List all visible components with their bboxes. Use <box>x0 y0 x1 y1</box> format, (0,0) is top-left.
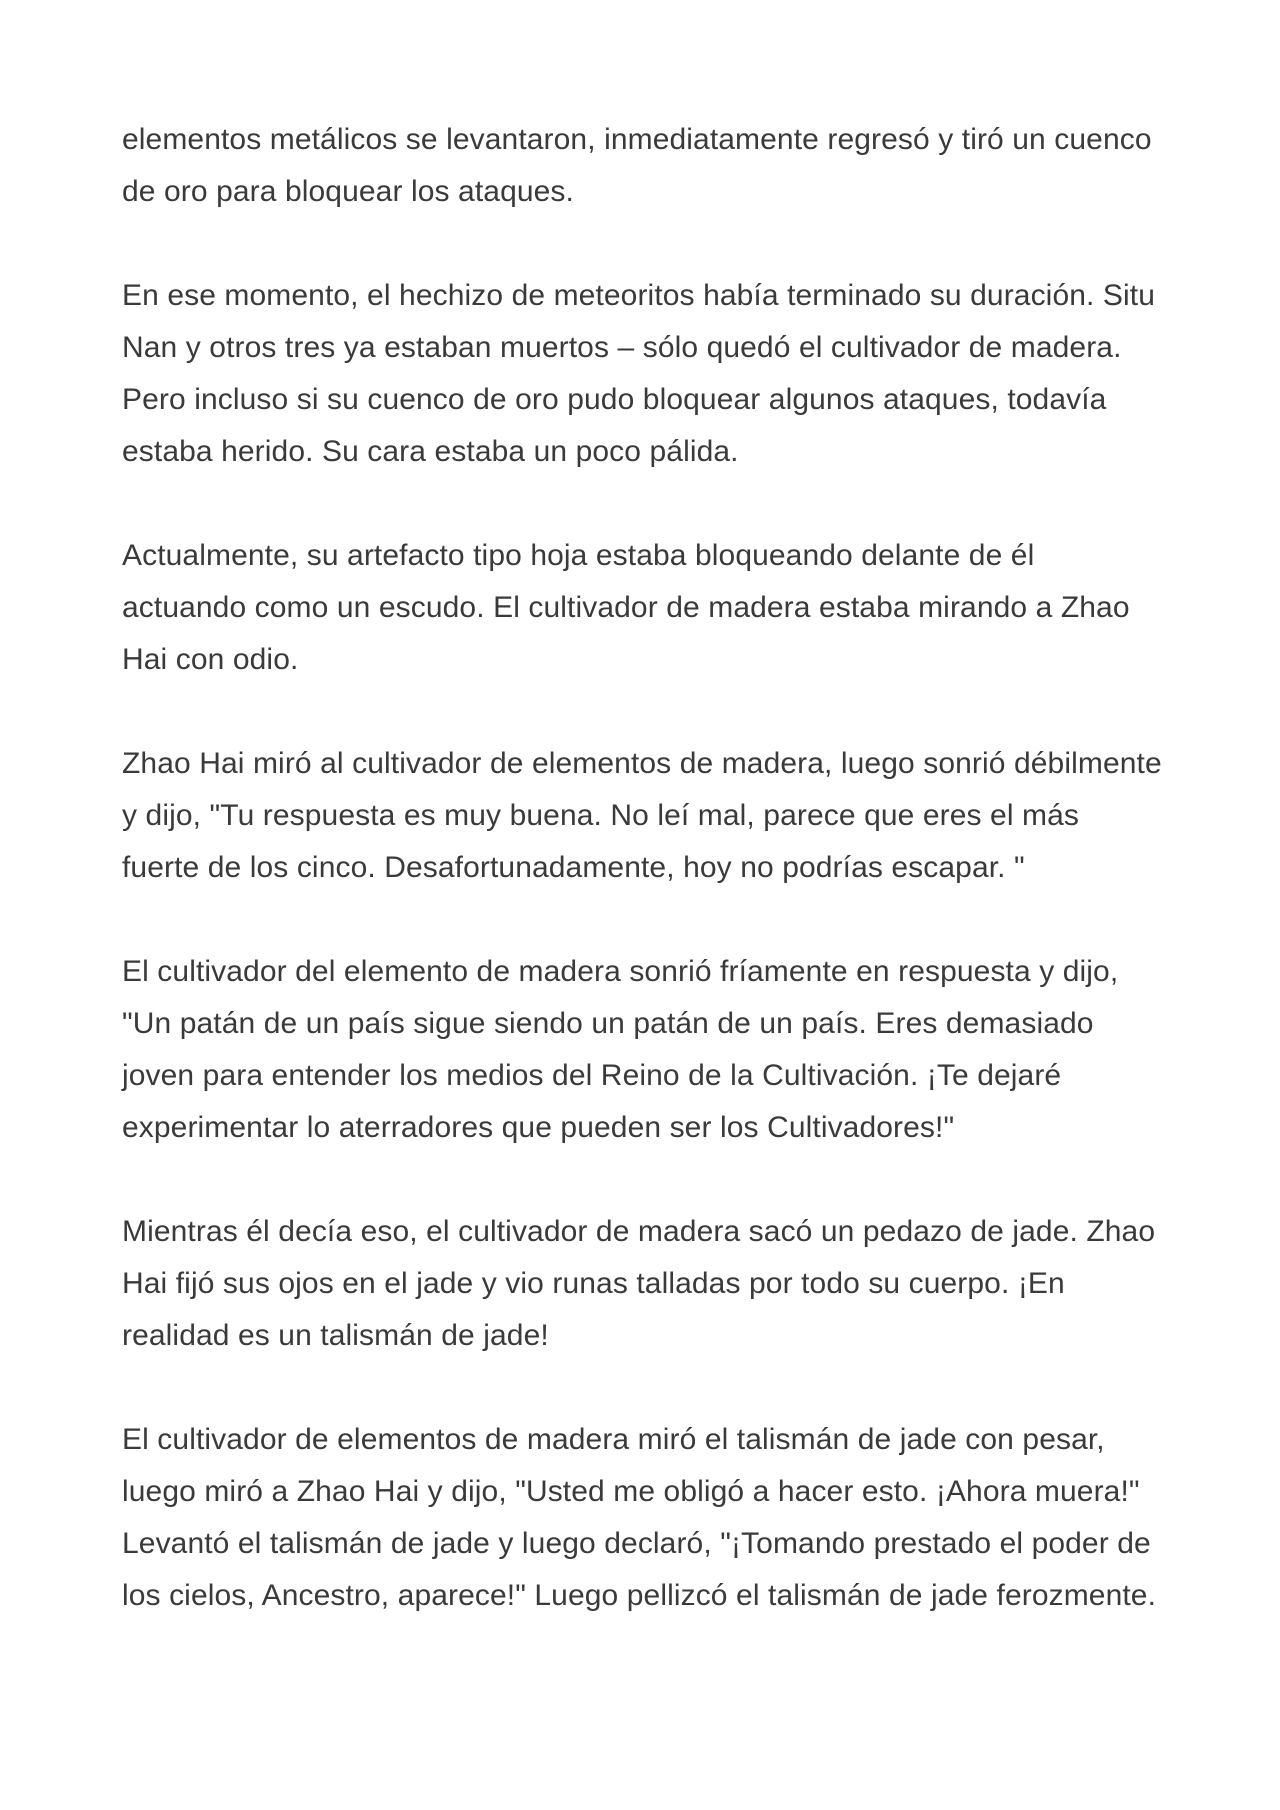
text-line: elementos metálicos se levantaron, inmediatamente regresó y tiró un cuenco <box>122 123 1152 156</box>
paragraph-6 <box>122 1206 1182 1362</box>
text-line: El cultivador del elemento de madera sonrió fríamente en respuesta y dijo, <box>122 955 1119 988</box>
text-line: joven para entender los medios del Reino de la Cultivación. ¡Te dejaré <box>122 1059 1062 1092</box>
text-line: Zhao Hai miró al cultivador de elementos de madera, luego sonrió débilmente <box>122 747 1162 780</box>
text-line: fuerte de los cinco. Desafortunadamente, hoy no podrías escapar. " <box>122 851 1025 884</box>
paragraph-7 <box>122 1414 1182 1622</box>
text-line: los cielos, Ancestro, aparece!" Luego pellizcó el talismán de jade ferozmente. <box>122 1579 1157 1612</box>
text-line: luego miró a Zhao Hai y dijo, "Usted me obligó a hacer esto. ¡Ahora muera!" <box>122 1475 1140 1508</box>
paragraph-1 <box>122 114 1182 218</box>
text-line: realidad es un talismán de jade! <box>122 1319 549 1352</box>
text-line: estaba herido. Su cara estaba un poco pálida. <box>122 435 739 468</box>
text-line: Actualmente, su artefacto tipo hoja estaba bloqueando delante de él <box>122 539 1035 572</box>
text-line: Pero incluso si su cuenco de oro pudo bloquear algunos ataques, todavía <box>122 383 1107 416</box>
text-line: Hai con odio. <box>122 643 299 676</box>
paragraph-2 <box>122 270 1182 478</box>
text-line: experimentar lo aterradores que pueden ser los Cultivadores!" <box>122 1111 955 1144</box>
text-line: "Un patán de un país sigue siendo un patán de un país. Eres demasiado <box>122 1007 1094 1040</box>
text-line: Levantó el talismán de jade y luego declaró, "¡Tomando prestado el poder de <box>122 1527 1151 1560</box>
text-line: y dijo, "Tu respuesta es muy buena. No leí mal, parece que eres el más <box>122 799 1080 832</box>
paragraph-5 <box>122 946 1182 1154</box>
text-line: de oro para bloquear los ataques. <box>122 175 574 208</box>
paragraph-4 <box>122 738 1182 894</box>
text-line: Nan y otros tres ya estaban muertos – sólo quedó el cultivador de madera. <box>122 331 1122 364</box>
text-line: actuando como un escudo. El cultivador de madera estaba mirando a Zhao <box>122 591 1130 624</box>
text-line: El cultivador de elementos de madera miró el talismán de jade con pesar, <box>122 1423 1105 1456</box>
text-line: Mientras él decía eso, el cultivador de madera sacó un pedazo de jade. Zhao <box>122 1215 1156 1248</box>
text-line: Hai fijó sus ojos en el jade y vio runas talladas por todo su cuerpo. ¡En <box>122 1267 1065 1300</box>
text-line: En ese momento, el hechizo de meteoritos había terminado su duración. Situ <box>122 279 1155 312</box>
document-page <box>122 114 1182 1622</box>
paragraph-3 <box>122 530 1182 686</box>
